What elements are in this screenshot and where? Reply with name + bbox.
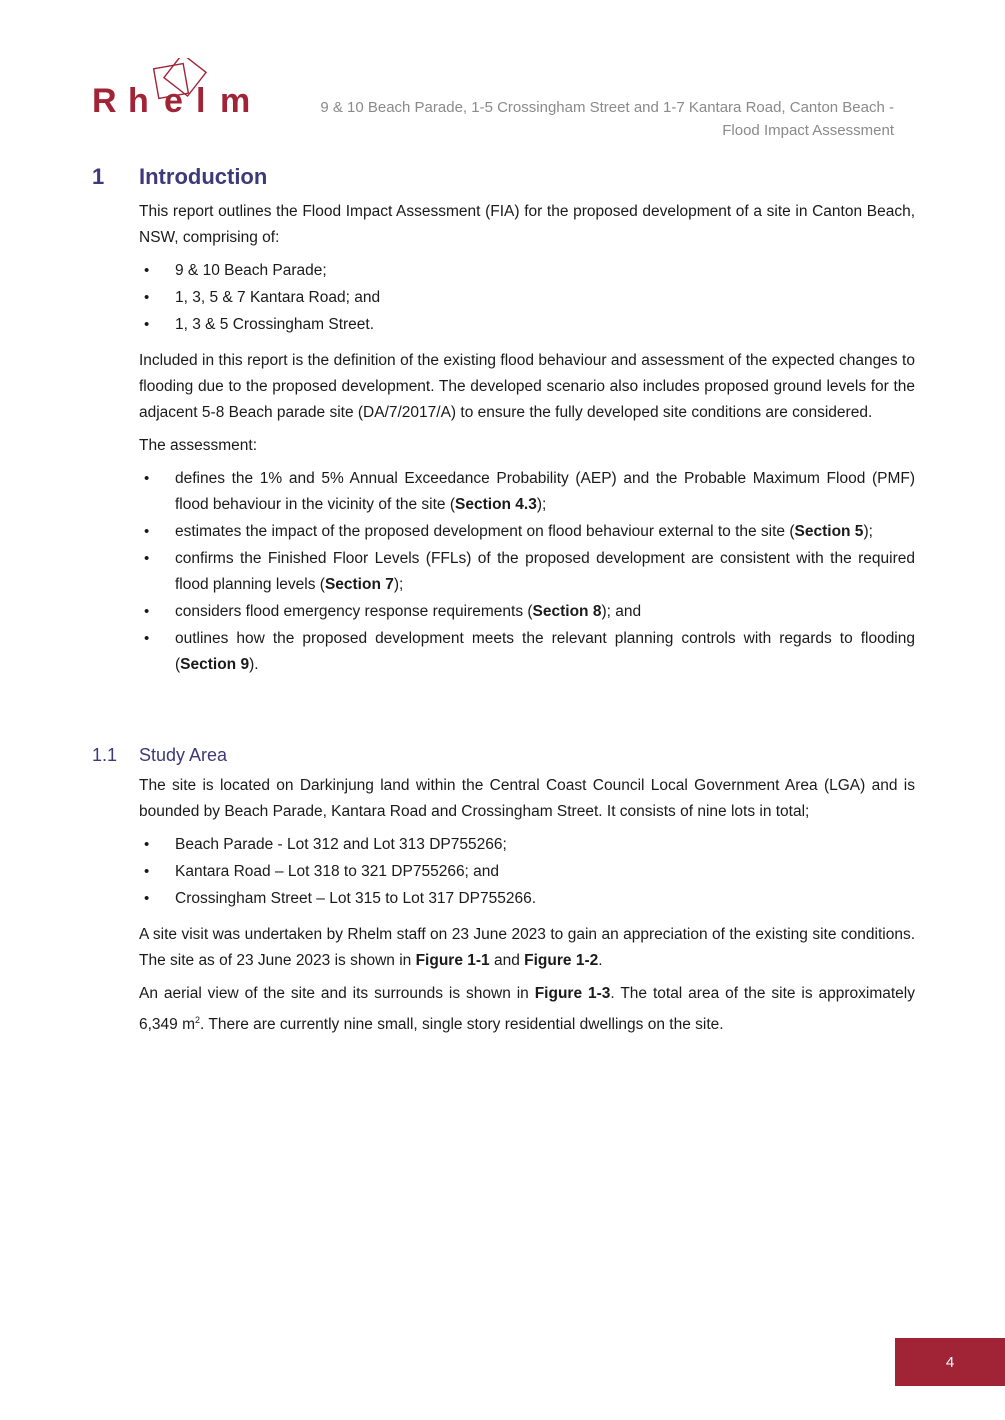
section-reference: Section 7 bbox=[324, 576, 394, 593]
figure-reference: Figure 1-2 bbox=[524, 952, 599, 969]
svg-text:l: l bbox=[196, 82, 206, 120]
assessment-list-item: • outlines how the proposed development meets the relevant planning controls with regards to flooding (Section 9). bbox=[139, 626, 915, 678]
site-list bbox=[139, 258, 915, 338]
svg-text:h: h bbox=[128, 82, 149, 120]
svg-text:m: m bbox=[220, 82, 251, 120]
site-list-item: • 1, 3, 5 & 7 Kantara Road; and bbox=[139, 285, 915, 311]
rhelm-logo bbox=[92, 58, 262, 120]
assessment-list bbox=[139, 466, 915, 678]
subsection-title: Study Area bbox=[139, 745, 228, 765]
page-number-badge bbox=[895, 1338, 1005, 1386]
figure-reference: Figure 1-1 bbox=[415, 952, 490, 969]
intro-paragraph-3: The assessment: bbox=[139, 437, 258, 454]
assessment-list-item: • defines the 1% and 5% Annual Exceedance Probability (AEP) and the Probable Maximum Flood (PMF) flood behaviour in the vicinity of the site (Section 4.3); bbox=[139, 466, 915, 518]
subsection-number: 1.1 bbox=[92, 745, 118, 765]
assessment-list-item: • considers flood emergency response requirements (Section 8); and bbox=[139, 599, 915, 625]
document-header-title: 9 & 10 Beach Parade, 1-5 Crossingham Street and 1-7 Kantara Road, Canton Beach - Flood Impact Assessment bbox=[320, 99, 894, 139]
lot-list-item: • Kantara Road – Lot 318 to 321 DP755266; and bbox=[139, 859, 915, 885]
intro-paragraph-2: Included in this report is the definition of the existing flood behaviour and assessment of the expected changes to flooding due to the proposed development. The developed scenario also includes proposed ground levels for the adjacent 5-8 Beach parade site (DA/7/2017/A) to ensure the fully developed site conditions are considered. bbox=[139, 352, 915, 421]
assessment-list-item: • estimates the impact of the proposed development on flood behaviour external to the site (Section 5); bbox=[139, 519, 915, 545]
lot-list bbox=[139, 832, 915, 912]
section-heading-study-area bbox=[92, 745, 227, 766]
site-list-item: • 1, 3 & 5 Crossingham Street. bbox=[139, 312, 915, 338]
site-list-item: • 9 & 10 Beach Parade; bbox=[139, 258, 915, 284]
lot-list-item: • Crossingham Street – Lot 315 to Lot 317 DP755266. bbox=[139, 886, 915, 912]
section-reference: Section 4.3 bbox=[455, 496, 537, 513]
section-number: 1 bbox=[92, 164, 105, 189]
introduction-body bbox=[139, 199, 915, 678]
figure-reference: Figure 1-3 bbox=[534, 985, 611, 1002]
assessment-list-item: • confirms the Finished Floor Levels (FFLs) of the proposed development are consistent with the required flood planning levels (Section 7); bbox=[139, 546, 915, 598]
section-heading-introduction bbox=[92, 164, 267, 190]
study-area-body bbox=[139, 773, 915, 1038]
page-number: 4 bbox=[945, 1353, 955, 1371]
study-area-paragraph-2: A site visit was undertaken by Rhelm staff on 23 June 2023 to gain an appreciation of the existing site conditions. The site as of 23 June 2023 is shown in Figure 1-1 and Figure 1-2. bbox=[139, 926, 915, 969]
section-reference: Section 5 bbox=[794, 523, 864, 540]
study-area-paragraph-1: The site is located on Darkinjung land within the Central Coast Council Local Government Area (LGA) and is bounded by Beach Parade, Kantara Road and Crossingham Street. It consists of nine lots in total; bbox=[139, 777, 915, 820]
lot-list-item: • Beach Parade - Lot 312 and Lot 313 DP755266; bbox=[139, 832, 915, 858]
section-title: Introduction bbox=[139, 164, 268, 189]
svg-text:e: e bbox=[164, 82, 183, 120]
section-reference: Section 9 bbox=[180, 656, 250, 673]
intro-paragraph-1: This report outlines the Flood Impact Assessment (FIA) for the proposed development of a site in Canton Beach, NSW, comprising of: bbox=[139, 203, 915, 246]
study-area-paragraph-3: An aerial view of the site and its surrounds is shown in Figure 1-3. The total area of the site is approximately 6,349 $m^2$. There are currently nine small, single story residential dwellings on the site. bbox=[139, 985, 915, 1034]
svg-text:R: R bbox=[92, 82, 117, 120]
section-reference: Section 8 bbox=[532, 603, 602, 620]
